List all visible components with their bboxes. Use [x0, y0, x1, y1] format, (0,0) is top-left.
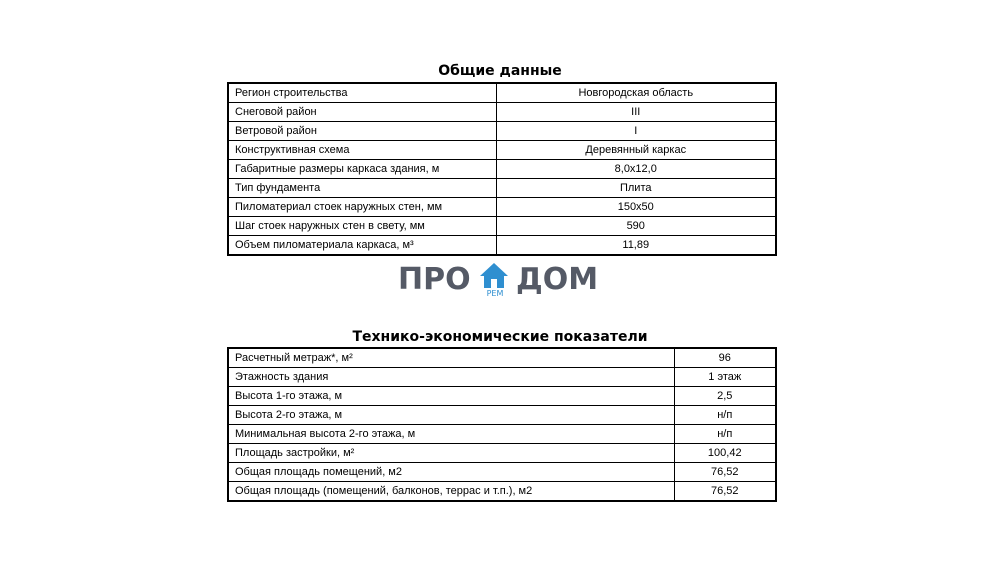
table-row — [228, 103, 776, 122]
table-row — [228, 217, 776, 236]
table-row — [228, 425, 776, 444]
row-label: Площадь застройки, м² — [228, 444, 674, 463]
row-label: Конструктивная схема — [228, 141, 496, 160]
row-label: Снеговой район — [228, 103, 496, 122]
row-value: 150x50 — [496, 198, 776, 217]
row-label: Регион строительства — [228, 83, 496, 103]
row-value: 96 — [674, 348, 776, 368]
table-row — [228, 387, 776, 406]
row-label: Общая площадь помещений, м2 — [228, 463, 674, 482]
logo-word-right: ДОМ — [516, 262, 599, 297]
row-label: Этажность здания — [228, 368, 674, 387]
table-row — [228, 236, 776, 256]
table-row — [228, 348, 776, 368]
row-value: 2,5 — [674, 387, 776, 406]
logo-word-left: ПРО — [398, 262, 471, 297]
row-value: 100,42 — [674, 444, 776, 463]
row-value: III — [496, 103, 776, 122]
row-label: Общая площадь (помещений, балконов, террас и т.п.), м2 — [228, 482, 674, 502]
table-row — [228, 463, 776, 482]
prodom-logo — [398, 260, 602, 302]
row-value: Новгородская область — [496, 83, 776, 103]
row-label: Высота 2-го этажа, м — [228, 406, 674, 425]
table-row — [228, 368, 776, 387]
row-label: Шаг стоек наружных стен в свету, мм — [228, 217, 496, 236]
table-row — [228, 122, 776, 141]
row-value: 1 этаж — [674, 368, 776, 387]
row-label: Высота 1-го этажа, м — [228, 387, 674, 406]
row-value: Плита — [496, 179, 776, 198]
row-label: Расчетный метраж*, м² — [228, 348, 674, 368]
row-label: Габаритные размеры каркаса здания, м — [228, 160, 496, 179]
table-row — [228, 141, 776, 160]
row-value: н/п — [674, 425, 776, 444]
row-value: I — [496, 122, 776, 141]
logo-small-text: РЕМ — [486, 289, 504, 298]
table-row — [228, 160, 776, 179]
row-value: 8,0x12,0 — [496, 160, 776, 179]
row-value: н/п — [674, 406, 776, 425]
table-row — [228, 444, 776, 463]
row-label: Тип фундамента — [228, 179, 496, 198]
table-row — [228, 482, 776, 502]
tech-econ-title: Технико-экономические показатели — [352, 329, 648, 345]
row-label: Пиломатериал стоек наружных стен, мм — [228, 198, 496, 217]
table-row — [228, 83, 776, 103]
row-label: Минимальная высота 2-го этажа, м — [228, 425, 674, 444]
general-data-table — [227, 82, 777, 256]
table-row — [228, 406, 776, 425]
table-row — [228, 179, 776, 198]
row-value: 76,52 — [674, 482, 776, 502]
row-label: Ветровой район — [228, 122, 496, 141]
row-label: Объем пиломатериала каркаса, м³ — [228, 236, 496, 256]
row-value: Деревянный каркас — [496, 141, 776, 160]
row-value: 590 — [496, 217, 776, 236]
row-value: 11,89 — [496, 236, 776, 256]
row-value: 76,52 — [674, 463, 776, 482]
tech-econ-table — [227, 347, 777, 502]
general-data-title: Общие данные — [438, 63, 562, 79]
table-row — [228, 198, 776, 217]
